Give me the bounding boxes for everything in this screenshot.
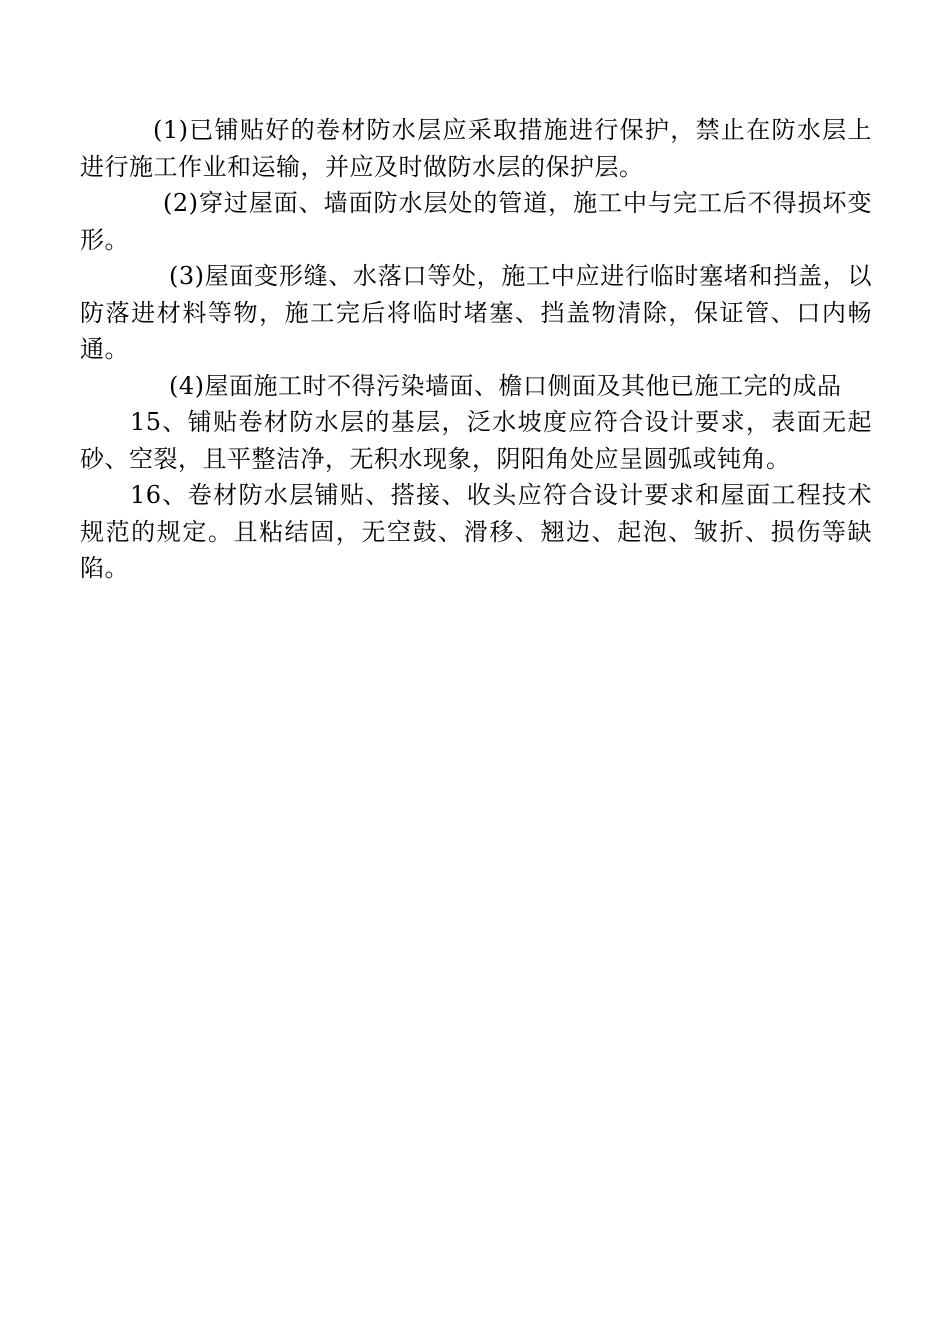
paragraph-joint-and-drain-protection: (3)屋面变形缝、水落口等处，施工中应进行临时塞堵和挡盖，以防落进材料等物，施工完后将临时堵塞、挡盖物清除，保证管、口内畅通。 <box>80 262 872 363</box>
paragraph-item-16: 16、卷材防水层铺贴、搭接、收头应符合设计要求和屋面工程技术规范的规定。且粘结固，无空鼓、滑移、翘边、起泡、皱折、损伤等缺陷。 <box>80 481 872 582</box>
paragraph-protection-of-membrane: (1)已铺贴好的卷材防水层应采取措施进行保护，禁止在防水层上进行施工作业和运输，并应及时做防水层的保护层。 <box>80 116 872 181</box>
document-body <box>80 112 872 587</box>
paragraph-item-15: 15、铺贴卷材防水层的基层，泛水坡度应符合设计要求，表面无起砂、空裂，且平整洁净，无积水现象，阴阳角处应呈圆弧或钝角。 <box>80 408 872 473</box>
paragraph-pipe-protection: (2)穿过屋面、墙面防水层处的管道，施工中与完工后不得损坏变形。 <box>80 189 872 254</box>
paragraph-no-contamination: (4)屋面施工时不得污染墙面、檐口侧面及其他已施工完的成品 <box>169 371 842 400</box>
